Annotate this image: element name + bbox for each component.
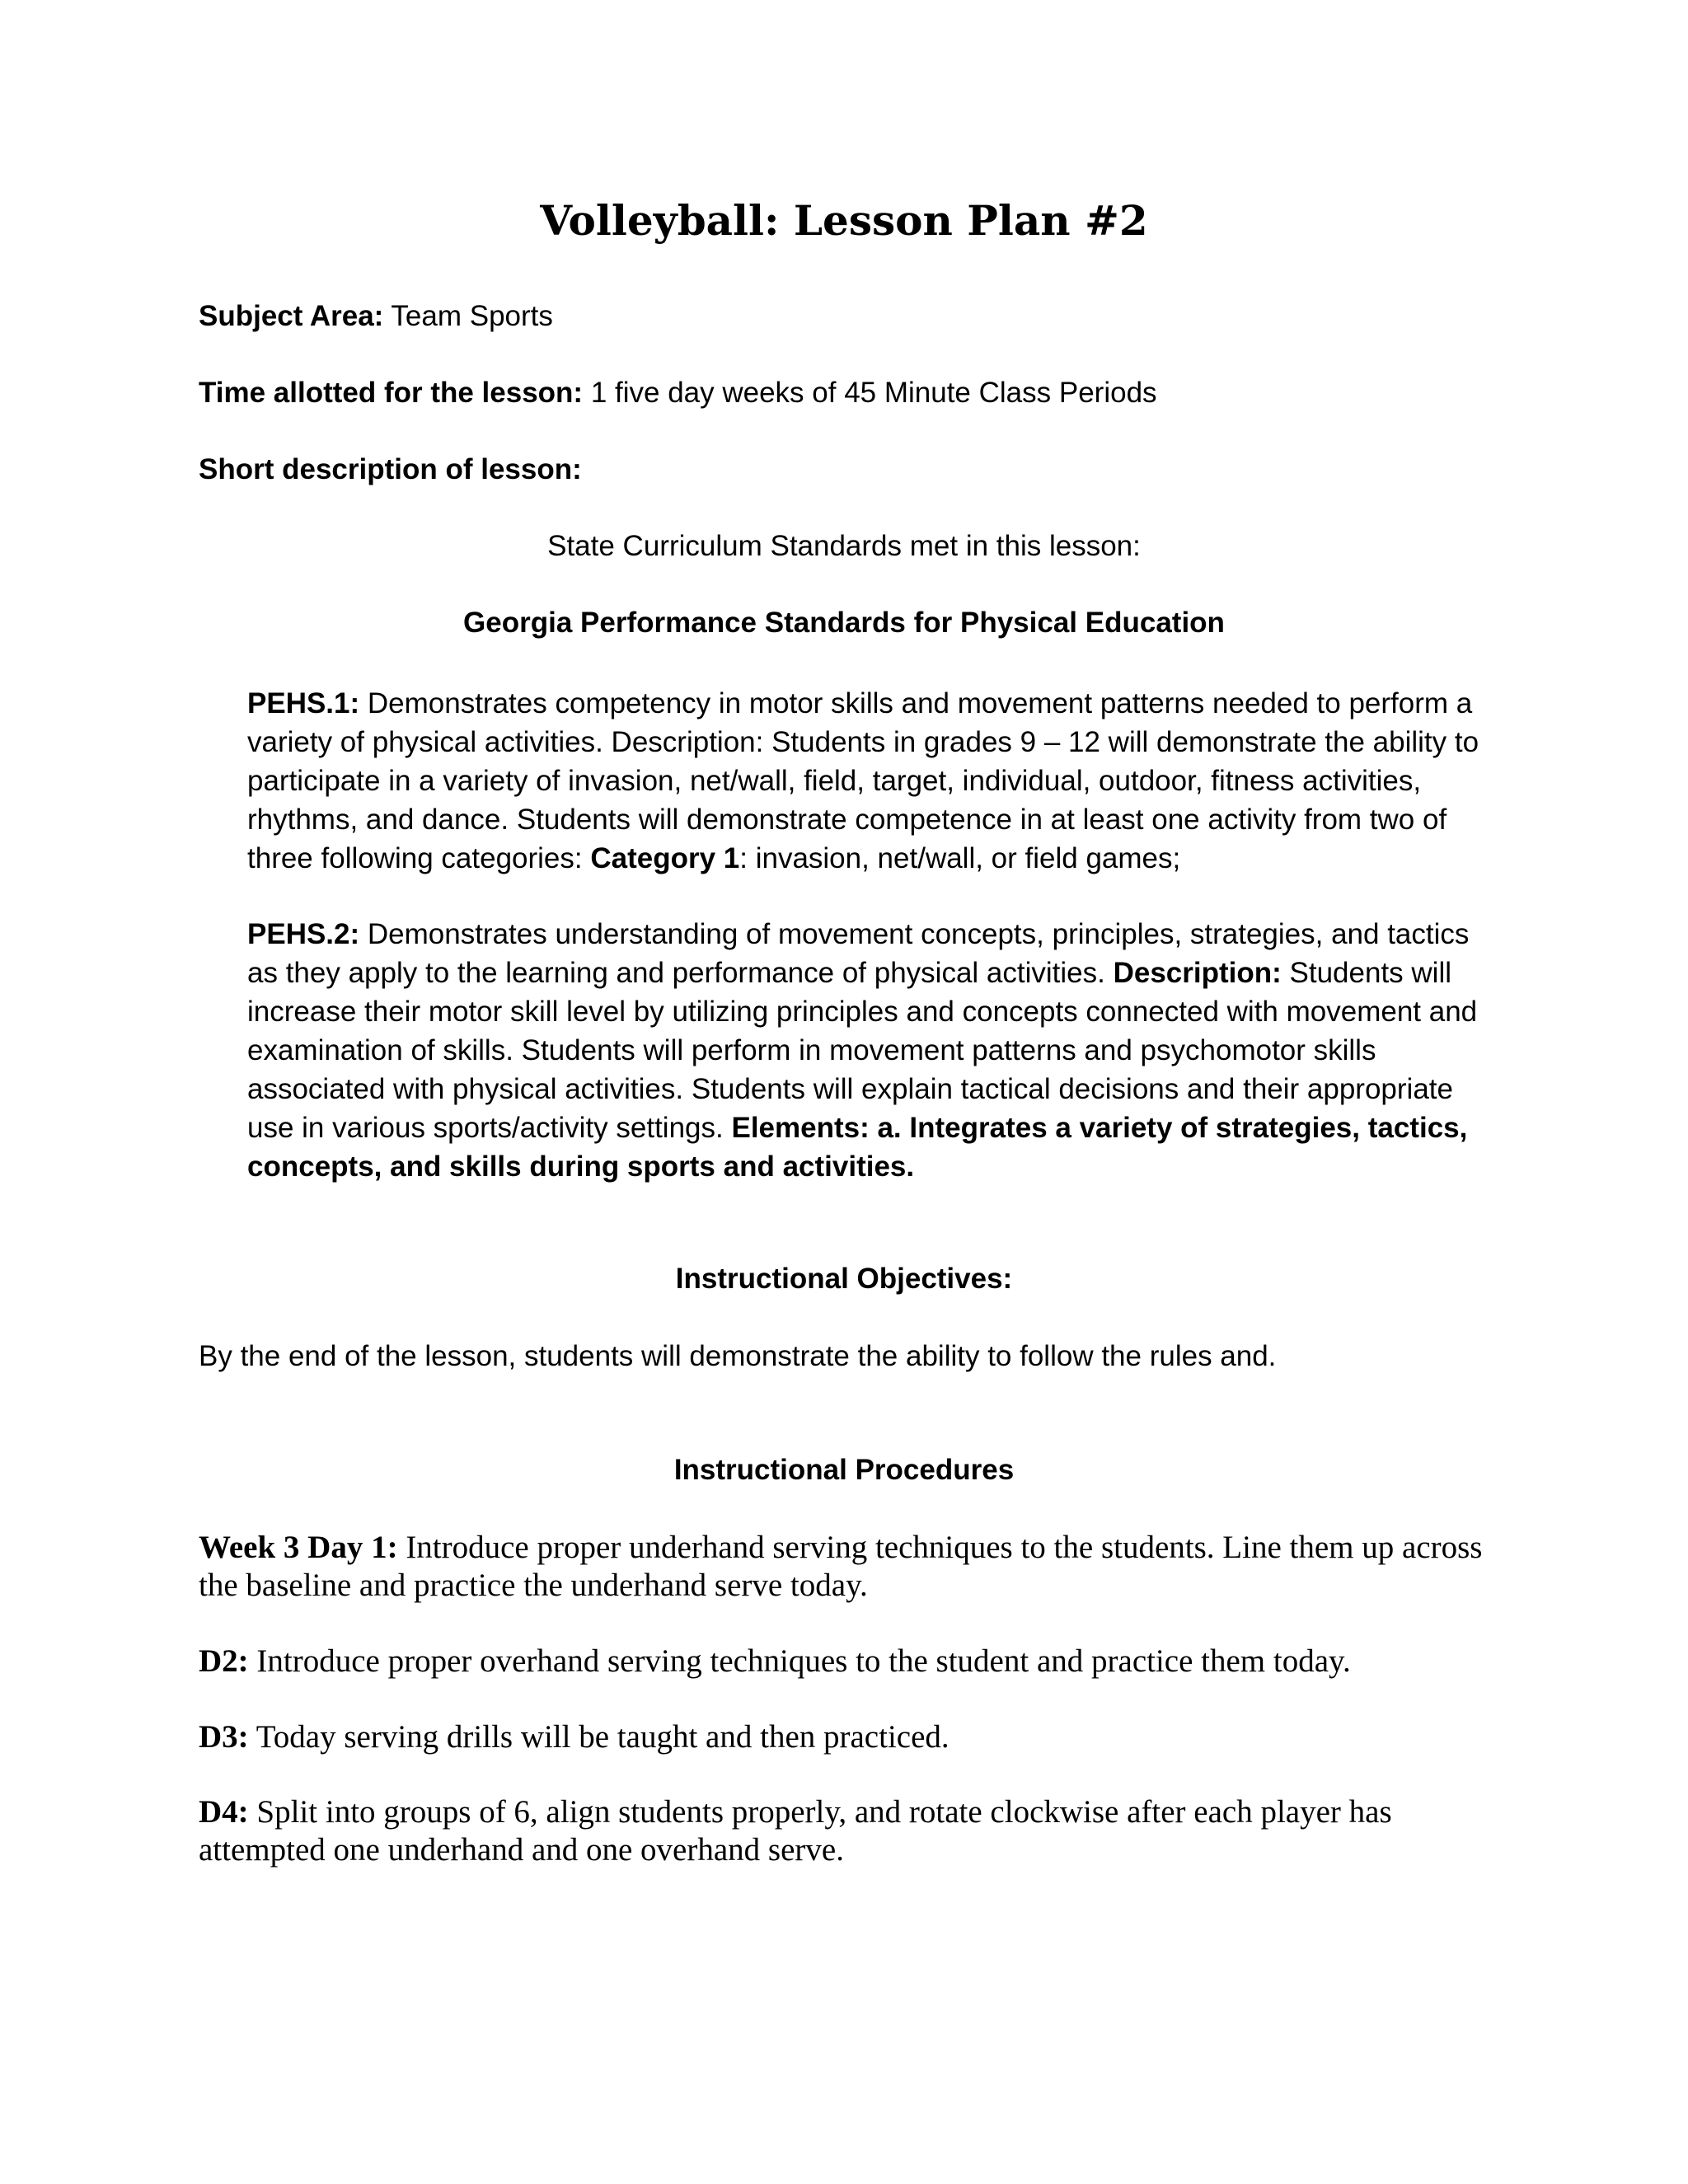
- procedure-week3-day1: [199, 1529, 1484, 1605]
- procedure-label: D2:: [199, 1643, 249, 1679]
- pehs1-category-label: Category 1: [590, 842, 740, 874]
- pehs2-description-text: Students will increase their motor skill level by utilizing principles and concepts connected with movement and examination of skills. Students will perform in movement patterns and psychomotor skills associated with physical activities. Students will explain tactical decisions and their appropriate use in various sports/activity settings.: [247, 957, 1478, 1144]
- pehs2-description-label: Description:: [1113, 957, 1282, 989]
- pehs1-paragraph: [247, 684, 1500, 878]
- pehs2-label: PEHS.2:: [247, 918, 360, 950]
- procedure-day2: [199, 1643, 1484, 1680]
- subject-area-line: [199, 298, 1517, 335]
- pehs1-label: PEHS.1:: [247, 687, 360, 719]
- procedure-text: Today serving drills will be taught and then practiced.: [248, 1719, 950, 1755]
- time-allotted-value: 1 five day weeks of 45 Minute Class Periods: [583, 377, 1157, 409]
- procedure-text: Split into groups of 6, align students properly, and rotate clockwise after each player has attempted one underhand and one overhand serve.: [199, 1794, 1392, 1868]
- subject-area-label: Subject Area:: [199, 300, 384, 332]
- pehs2-paragraph: [247, 915, 1500, 1186]
- pehs1-text: Demonstrates competency in motor skills and movement patterns needed to perform a variety of physical activities. Description: Students in grades 9 – 12 will demonstrate the ability to participate in a variety of invasion, net/wall, field, target, individual, outdoor, fitness activities, rhythms, and dance. Students will demonstrate competence in at least one activity from two of three following categories:: [247, 687, 1479, 874]
- procedure-label: D3:: [199, 1719, 249, 1755]
- document-title: Volleyball: Lesson Plan #2: [540, 196, 1148, 245]
- standards-heading: Georgia Performance Standards for Physical Education: [463, 607, 1225, 639]
- procedure-text: Introduce proper underhand serving techniques to the students. Line them up across the baseline and practice the underhand serve today.: [199, 1530, 1483, 1603]
- standards-intro: State Curriculum Standards met in this lesson:: [547, 530, 1141, 562]
- subject-area-value: Team Sports: [383, 300, 553, 332]
- pehs2-elements: Elements: a. Integrates a variety of strategies, tactics, concepts, and skills during sports and activities.: [247, 1112, 1468, 1183]
- time-allotted-line: [199, 375, 1517, 411]
- procedure-text: Introduce proper overhand serving techniques to the student and practice them today.: [248, 1643, 1351, 1679]
- objectives-text: By the end of the lesson, students will demonstrate the ability to follow the rules and.: [199, 1340, 1277, 1372]
- time-allotted-label: Time allotted for the lesson:: [199, 377, 584, 409]
- procedures-heading: Instructional Procedures: [673, 1454, 1015, 1486]
- procedure-day3: [199, 1718, 1484, 1756]
- pehs2-text: Demonstrates understanding of movement concepts, principles, strategies, and tactics as they apply to the learning and performance of physical activities.: [247, 918, 1470, 989]
- pehs1-category-text: : invasion, net/wall, or field games;: [739, 842, 1181, 874]
- procedure-label: D4:: [199, 1794, 249, 1830]
- short-description-line: [199, 452, 1517, 488]
- objectives-heading: Instructional Objectives:: [675, 1263, 1013, 1295]
- short-description-label: Short description of lesson:: [199, 453, 582, 485]
- procedure-day4: [199, 1793, 1484, 1869]
- procedure-label: Week 3 Day 1:: [199, 1530, 398, 1565]
